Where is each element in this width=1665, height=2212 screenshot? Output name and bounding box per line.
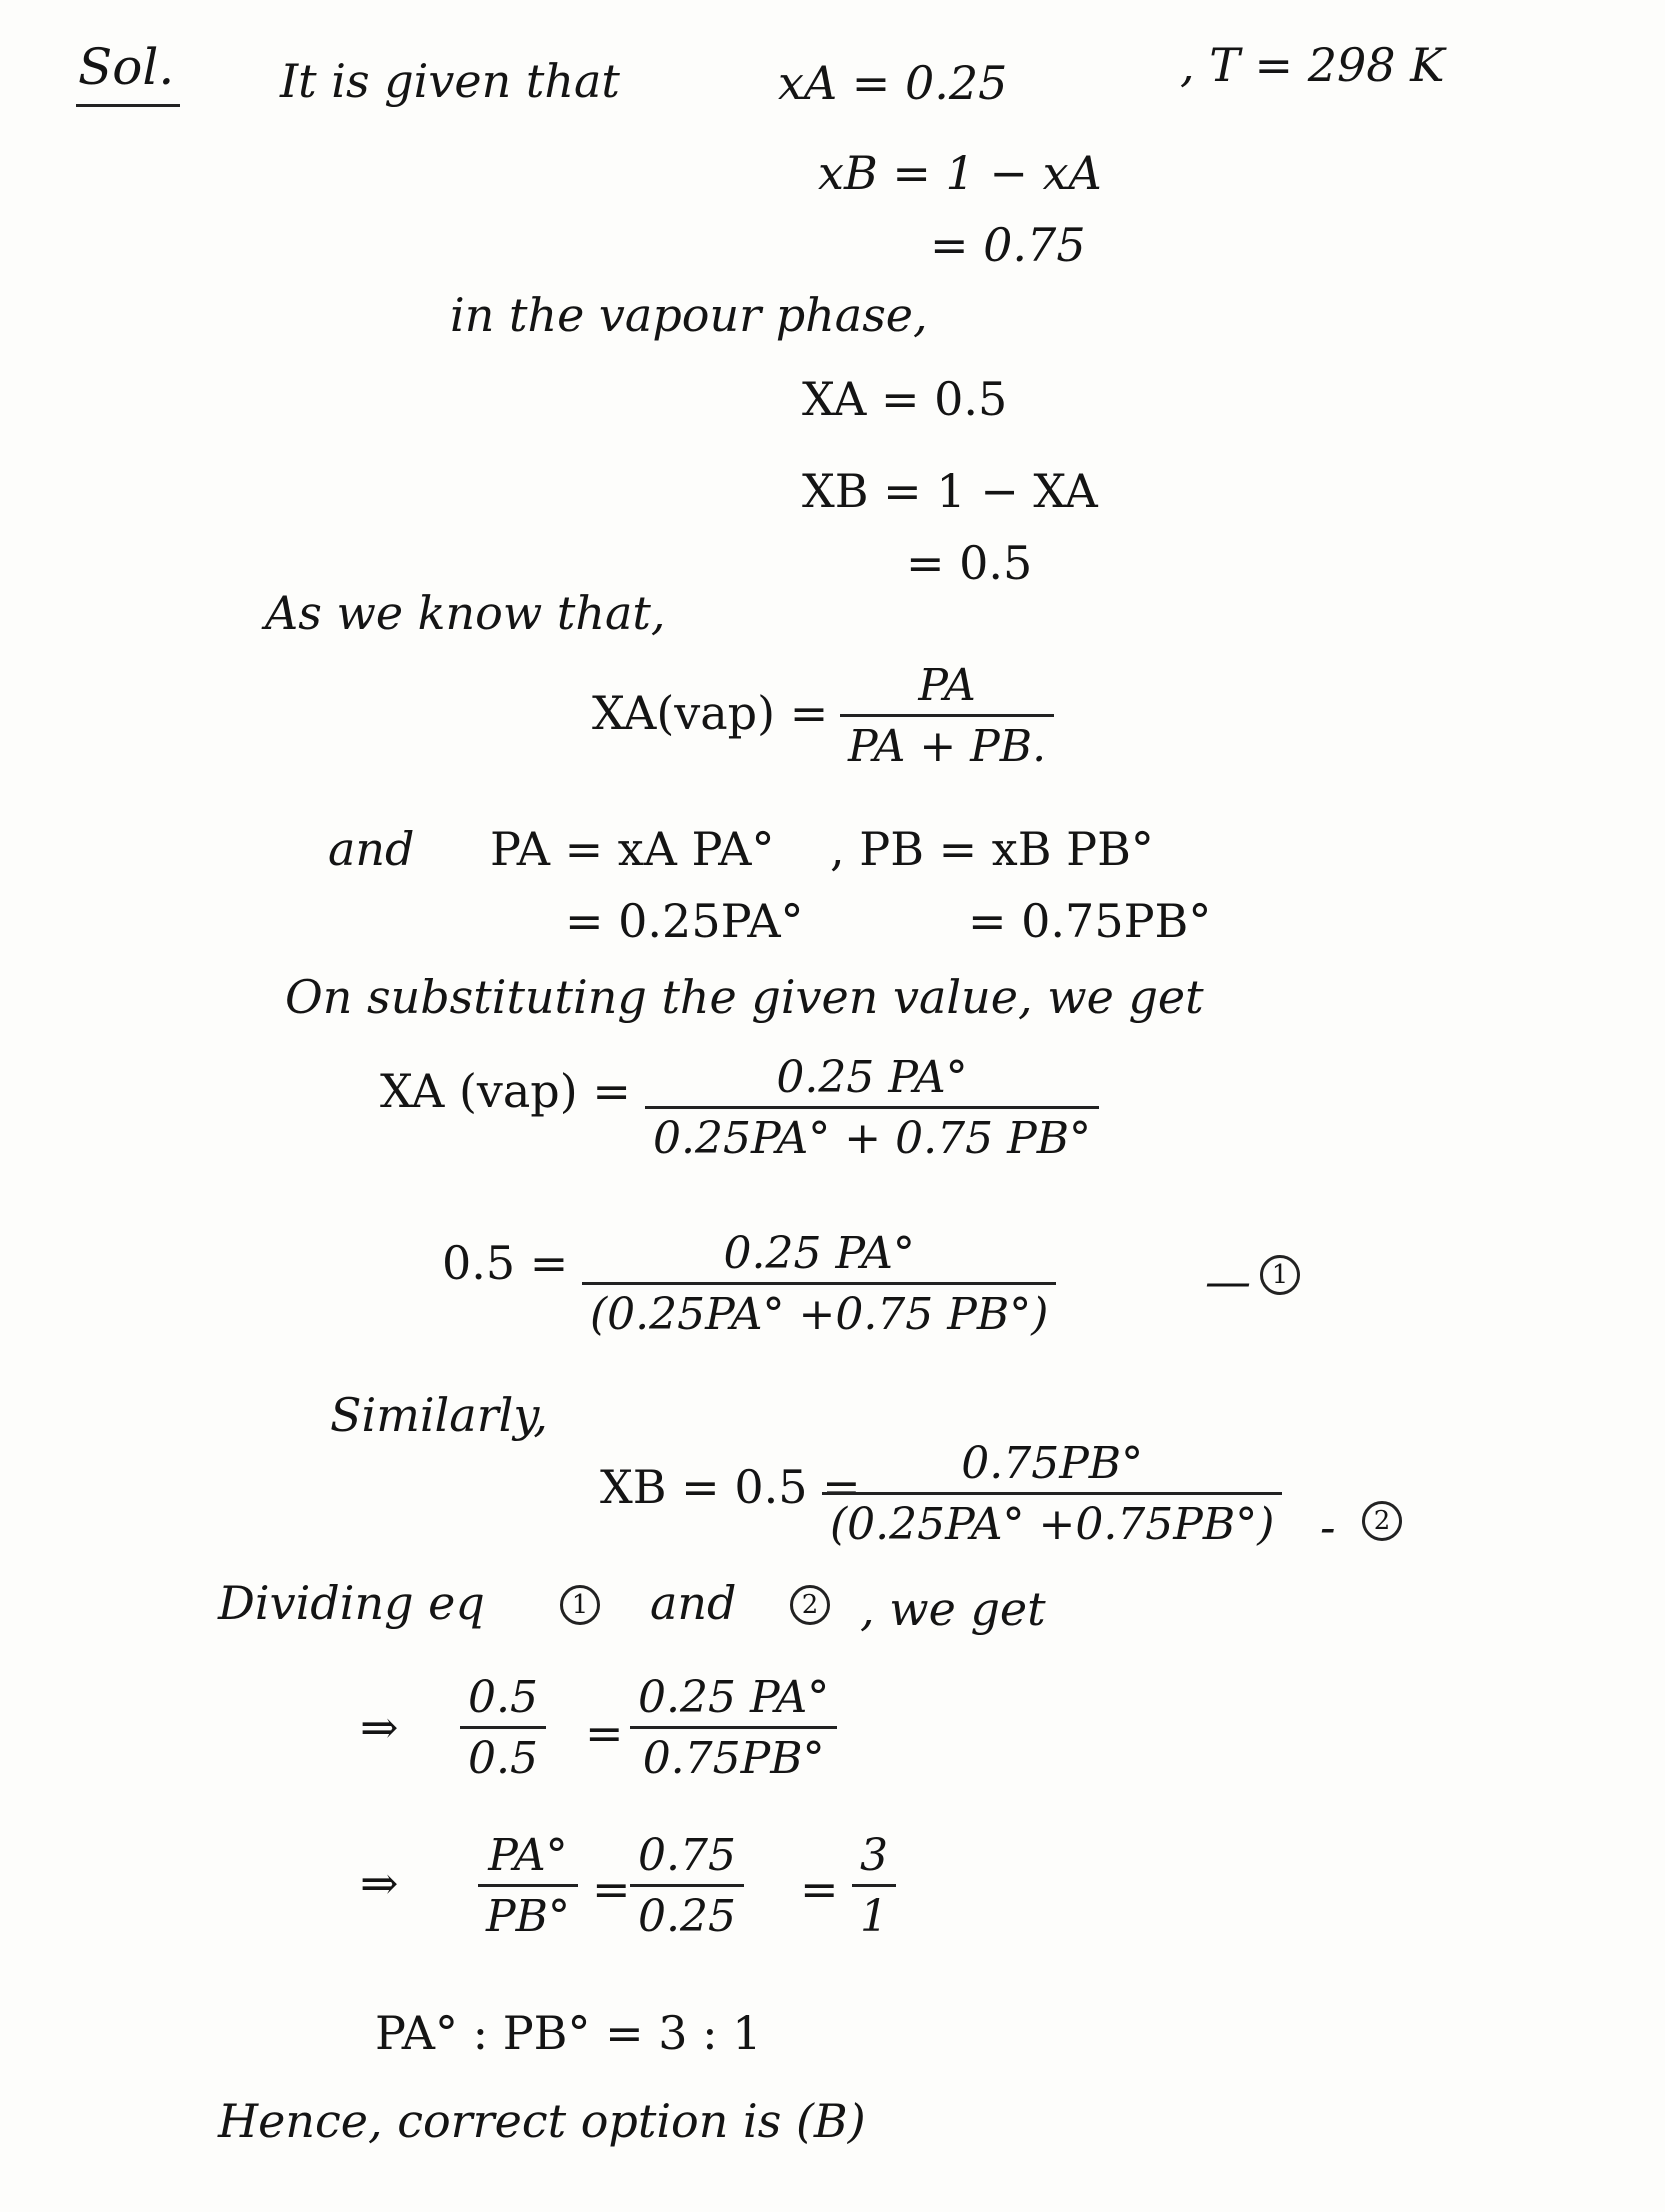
eq1-lhs: 0.5 = [442,1236,569,1290]
circled-number: 1 [1260,1255,1300,1295]
eq2-lhs: XB = 0.5 = [600,1460,861,1514]
step1-left-fraction [460,1672,546,1784]
vapour-xa: XA = 0.5 [802,372,1008,426]
eq1-fraction [582,1228,1056,1340]
xa-vap-fraction [840,660,1054,772]
fraction-numerator: PA [918,660,976,711]
fraction-numerator: 0.75PB° [961,1438,1144,1489]
as-we-know: As we know that, [265,586,666,640]
dividing-and: and [650,1576,737,1630]
xa-given: xA = 0.25 [778,56,1008,110]
fraction-denominator: PA + PB. [848,721,1047,772]
pb-value: = 0.75PB° [968,894,1212,948]
fraction-numerator: 0.75 [638,1830,736,1881]
dividing-text: Dividing eq [218,1576,485,1630]
sol-label: Sol. [78,38,175,96]
circled-number: 2 [1362,1501,1402,1541]
step2-middle-fraction [630,1830,744,1942]
fraction-denominator: 0.5 [468,1733,538,1784]
fraction-numerator: 3 [860,1830,888,1881]
step1-right-fraction [630,1672,837,1784]
step2-arrow: ⇒ [360,1856,399,1910]
vapour-xb-value: = 0.5 [906,536,1033,590]
xb-expression: xB = 1 − xA [818,146,1102,200]
xa-vap-subst-lhs: XA (vap) = [380,1064,631,1118]
given-text: It is given that [280,54,620,108]
fraction-denominator: (0.25PA° +0.75PB°) [830,1499,1275,1550]
xb-value: = 0.75 [930,218,1086,272]
dividing-c1 [560,1578,600,1625]
substituting-text: On substituting the given value, we get [285,970,1204,1024]
fraction-denominator: PB° [486,1891,570,1942]
pa-expression: PA = xA PA° [490,822,775,876]
fraction-denominator: 1 [860,1891,888,1942]
subst-fraction [645,1052,1099,1164]
temperature: , T = 298 K [1180,38,1445,92]
fraction-numerator: 0.25 PA° [723,1228,915,1279]
dividing-c2 [790,1578,830,1625]
eq2-tag [1362,1494,1402,1541]
vapour-intro: in the vapour phase, [450,288,928,342]
similarly-text: Similarly, [330,1388,548,1442]
and-word: and [328,822,415,876]
fraction-denominator: (0.25PA° +0.75 PB°) [590,1289,1049,1340]
conclusion-text: Hence, correct option is (B) [218,2094,866,2148]
step2-equals-2: = [800,1862,839,1916]
vapour-xb: XB = 1 − XA [802,464,1098,518]
fraction-denominator: 0.25 [638,1891,736,1942]
fraction-denominator: 0.25PA° + 0.75 PB° [653,1113,1092,1164]
circled-number: 1 [560,1585,600,1625]
pb-expression: , PB = xB PB° [830,822,1154,876]
dividing-we-get: , we get [860,1582,1046,1636]
step2-right-fraction [852,1830,896,1942]
fraction-numerator: 0.25 PA° [638,1672,830,1723]
pa-value: = 0.25PA° [565,894,804,948]
xa-vap-lhs: XA(vap) = [592,686,829,740]
sol-underline [76,104,180,107]
step2-equals-1: = [592,1862,631,1916]
eq1-tag-dash: — [1205,1254,1251,1308]
step2-left-fraction [478,1830,578,1942]
eq1-tag [1260,1248,1300,1295]
eq2-tag-dash: - [1320,1500,1336,1554]
final-ratio: PA° : PB° = 3 : 1 [375,2006,762,2060]
circled-number: 2 [790,1585,830,1625]
fraction-numerator: 0.25 PA° [776,1052,968,1103]
step1-arrow: ⇒ [360,1700,399,1754]
fraction-denominator: 0.75PB° [642,1733,825,1784]
fraction-numerator: PA° [488,1830,568,1881]
eq2-fraction [822,1438,1282,1550]
fraction-numerator: 0.5 [468,1672,538,1723]
step1-equals: = [585,1706,624,1760]
